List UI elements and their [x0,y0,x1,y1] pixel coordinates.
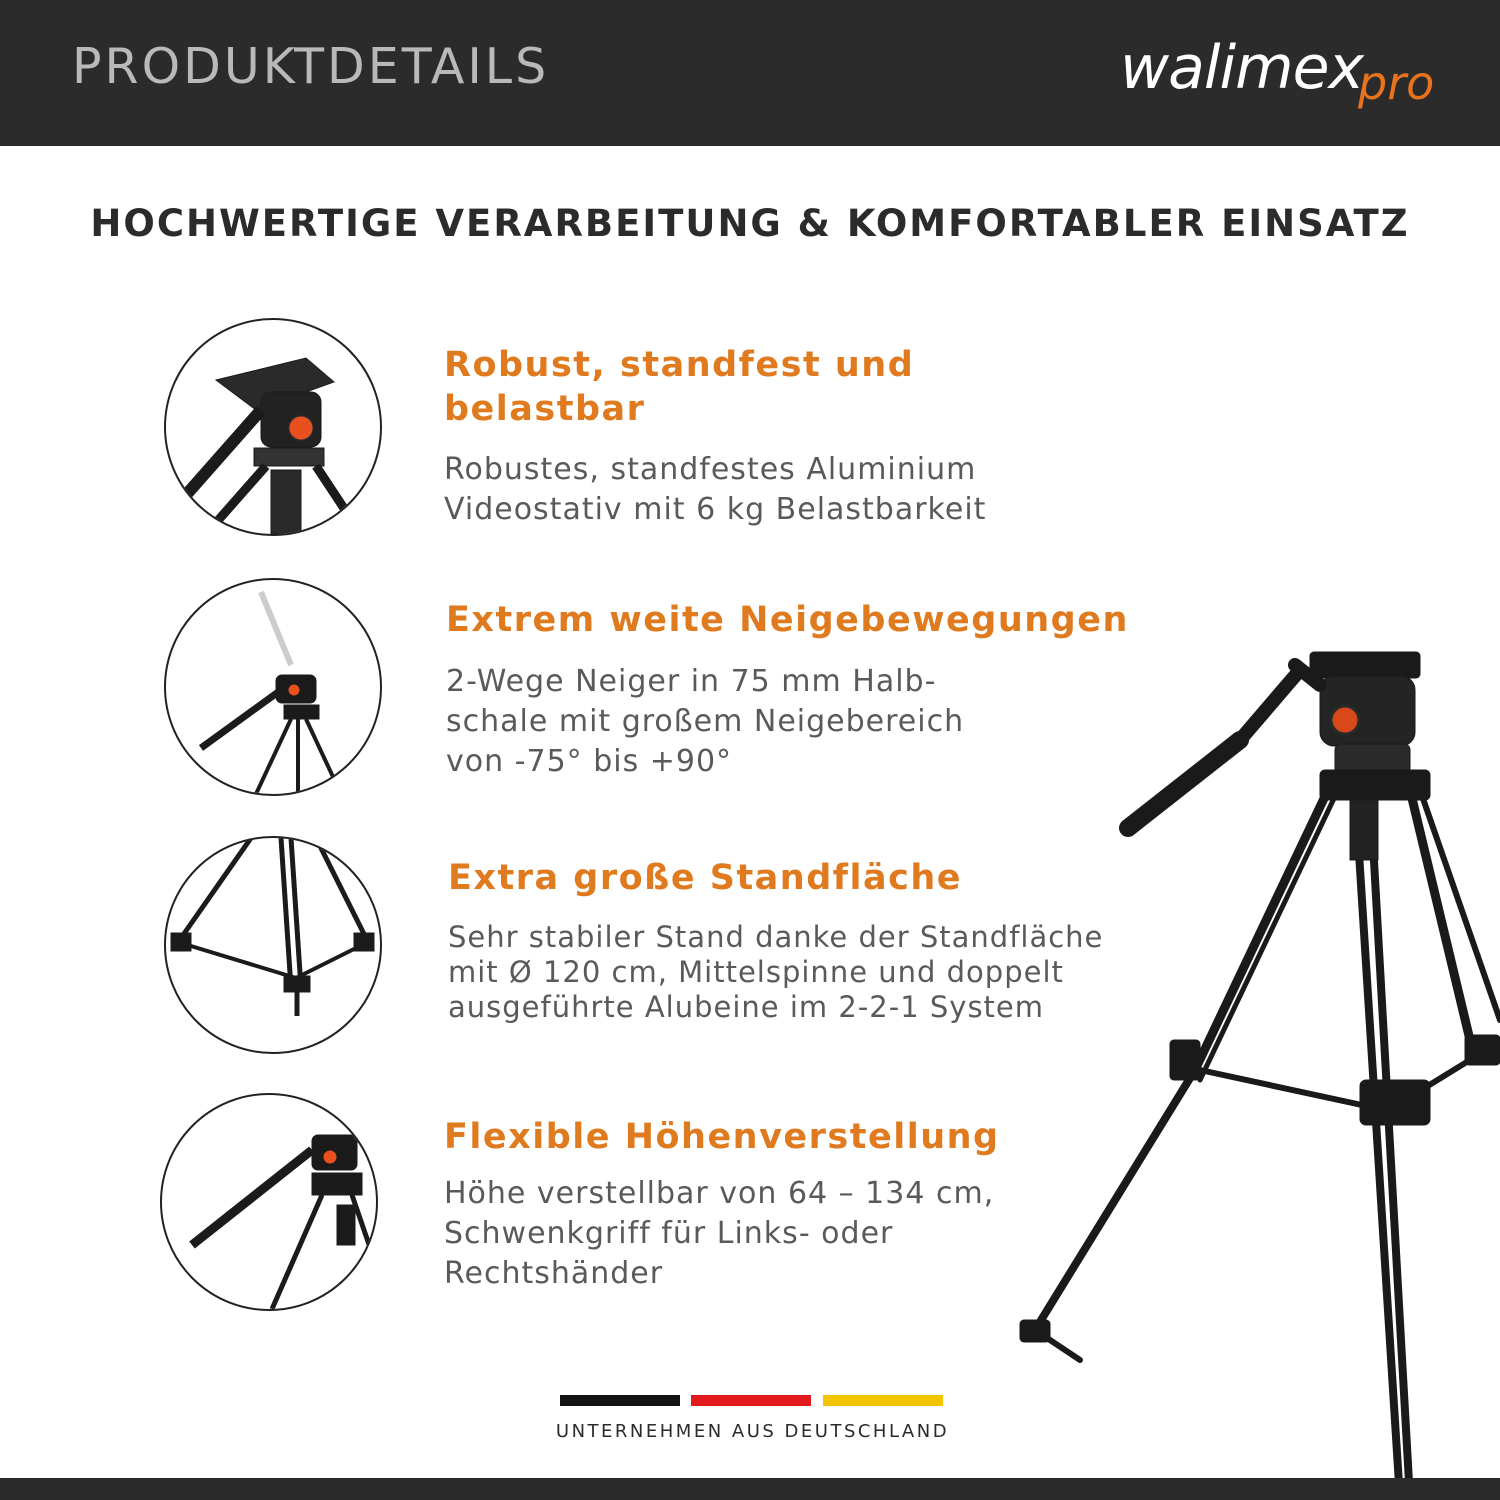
tilt-range-image [164,578,382,796]
feature-text-robust: Robustes, standfestes Aluminium Videostativ mit 6 kg Belastbarkeit [444,452,987,527]
flag-stripe-black [560,1395,680,1406]
video-tripod-image [1010,640,1500,1500]
flag-stripe-gold [823,1395,943,1406]
feature-title-height: Flexible Höhenverstellung [444,1117,1000,1157]
leg-spreader-image [164,836,382,1054]
footer-bar [0,1478,1500,1500]
brand-name: walimex [1120,33,1364,103]
feature-text-footprint: Sehr stabiler Stand danke der Standfläche mit Ø 120 cm, Mittelspinne und doppelt ausgeführte Alubeine im 2-2-1 System [448,920,1104,1024]
feature-title-footprint: Extra große Standfläche [448,858,963,898]
page-title: PRODUKTDETAILS [72,38,550,95]
section-headline: HOCHWERTIGE VERARBEITUNG & KOMFORTABLER EINSATZ [90,202,1410,245]
header-bar [0,0,1500,146]
feature-text-tilt: 2-Wege Neiger in 75 mm Halb- schale mit großem Neigebereich von -75° bis +90° [446,664,965,779]
pan-handle-image [160,1093,378,1311]
feature-text-height: Höhe verstellbar von 64 – 134 cm, Schwenkgriff für Links- oder Rechtshänder [444,1176,995,1291]
feature-title-tilt: Extrem weite Neigebewegungen [446,600,1129,640]
footer-tagline: UNTERNEHMEN AUS DEUTSCHLAND [555,1421,950,1442]
flag-stripe-red [691,1395,811,1406]
brand-logo [1120,34,1440,114]
tripod-head-closeup-image [164,318,382,536]
feature-title-robust: Robust, standfest und belastbar [444,345,915,429]
brand-suffix: pro [1358,56,1435,110]
